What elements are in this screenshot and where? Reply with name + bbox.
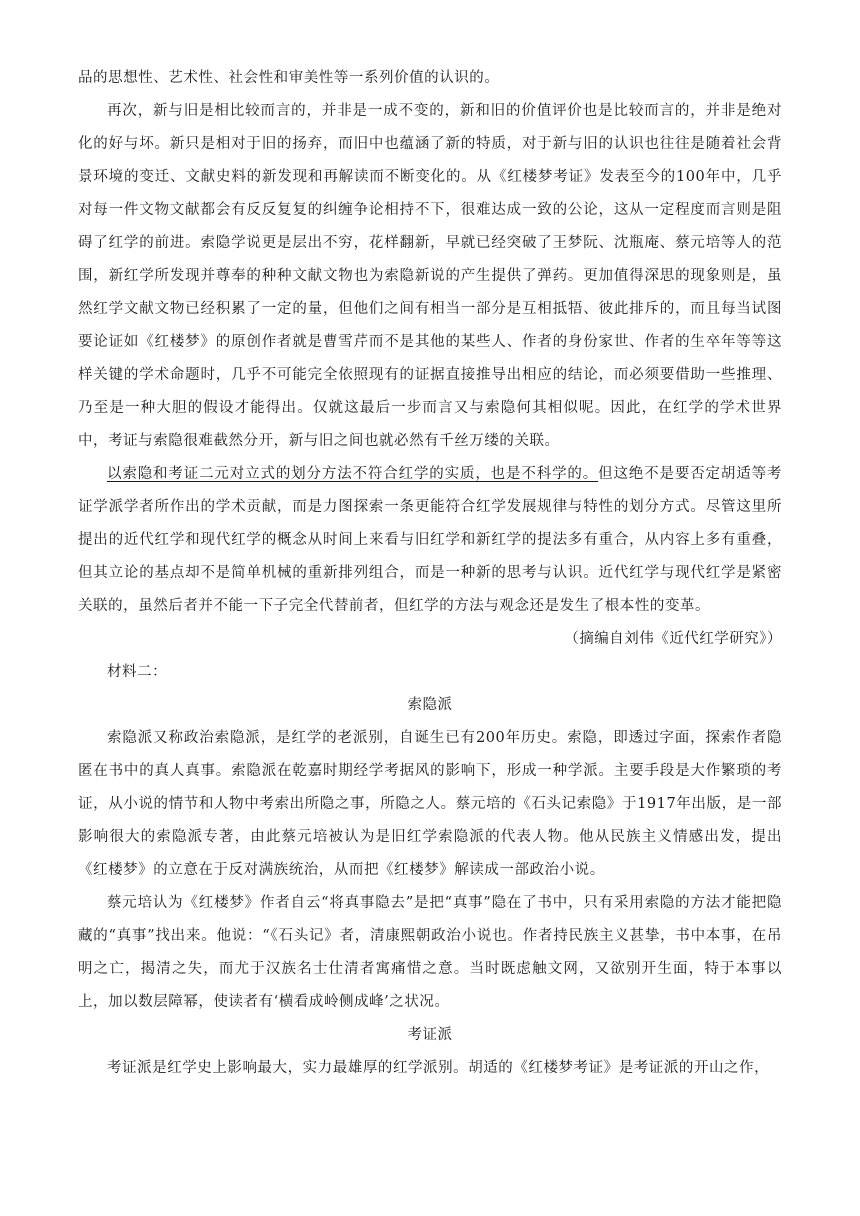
document-page — [78, 62, 782, 1085]
paragraph-classification — [78, 458, 782, 623]
underlined-thesis-sentence: 以索隐和考证二元对立式的划分方法不符合红学的实质，也是不科学的。 — [107, 466, 599, 482]
section-heading-kaozheng: 考证派 — [407, 1027, 453, 1043]
paragraph-continuation: 品的思想性、艺术性、社会性和审美性等一系列价值的认识的。 — [78, 70, 500, 86]
paragraph-kaozheng-intro: 考证派是红学史上影响最大，实力最雄厚的红学派别。胡适的《红楼梦考证》是考证派的开山之作， — [107, 1060, 770, 1076]
paragraph-classification-rest: 但这绝不是要否定胡适等考证学派学者所作出的学术贡献，而是力图探索一条更能符合红学发展规律与特性的划分方式。尽管这里所提出的近代红学和现代红学的概念从时间上来看与旧红学和新红学的提法多有重合，从内容上多有重叠，但其立论的基点却不是简单机械的重新排列组合，而是一种新的思考与认识。近代红学与现代红学是紧密关联的，虽然后者并不能一下子完全代替前者，但红学的方法与观念还是发生了根本性的变革。 — [78, 466, 782, 614]
material-two-label: 材料二： — [107, 664, 168, 680]
paragraph-cai-yuanpei: 蔡元培认为《红楼梦》作者自云“将真事隐去”是把“真事”隐在了书中，只有采用索隐的方法才能把隐藏的“真事”找出来。他说：“《石头记》者，清康熙朝政治小说也。作者持民族主义甚挚，书中本事，在吊明之亡，揭清之失，而尤于汉族名士仕清者寓痛惜之意。当时既虑触文网，又欲别开生面，特于本事以上，加以数层障幂，使读者有‘横看成岭侧成峰’之状况。 — [78, 895, 782, 1010]
paragraph-new-and-old: 再次，新与旧是相比较而言的，并非是一成不变的，新和旧的价值评价也是比较而言的，并非是绝对化的好与坏。新只是相对于旧的扬弃，而旧中也蕴涵了新的特质，对于新与旧的认识也往往是随着社会背景环境的变迁、文献史料的新发现和再解读而不断变化的。从《红楼梦考证》发表至今的100年中，几乎对每一件文物文献都会有反反复复的纠缠争论相持不下，很难达成一致的公论，这从一定程度而言则是阻碍了红学的前进。索隐学说更是层出不穷，花样翻新，早就已经突破了王梦阮、沈瓶庵、蔡元培等人的范围，新红学所发现并尊奉的种种文献文物也为索隐新说的产生提供了弹药。更加值得深思的现象则是，虽然红学文献文物已经积累了一定的量，但他们之间有相当一部分是互相抵牾、彼此排斥的，而且每当试图要论证如《红楼梦》的原创作者就是曹雪芹而不是其他的某些人、作者的身份家世、作者的生卒年等等这样关键的学术命题时，几乎不可能完全依照现有的证据直接推导出相应的结论，而必须要借助一些推理、乃至是一种大胆的假设才能得出。仅就这最后一步而言又与索隐何其相似呢。因此，在红学的学术世界中，考证与索隐很难截然分开，新与旧之间也就必然有千丝万缕的关联。 — [78, 103, 782, 449]
source-citation: （摘编自刘伟《近代红学研究》） — [564, 631, 782, 647]
section-heading-suoyin: 索隐派 — [407, 697, 453, 713]
paragraph-suoyin-intro: 索隐派又称政治索隐派，是红学的老派别，自诞生已有200年历史。索隐，即透过字面，探索作者隐匿在书中的真人真事。索隐派在乾嘉时期经学考据风的影响下，形成一种学派。主要手段是大作繁琐的考证，从小说的情节和人物中考索出所隐之事，所隐之人。蔡元培的《石头记索隐》于1917年出版，是一部影响很大的索隐派专著，由此蔡元培被认为是旧红学索隐派的代表人物。他从民族主义情感出发，提出《红楼梦》的立意在于反对满族统治，从而把《红楼梦》解读成一部政治小说。 — [78, 730, 782, 878]
